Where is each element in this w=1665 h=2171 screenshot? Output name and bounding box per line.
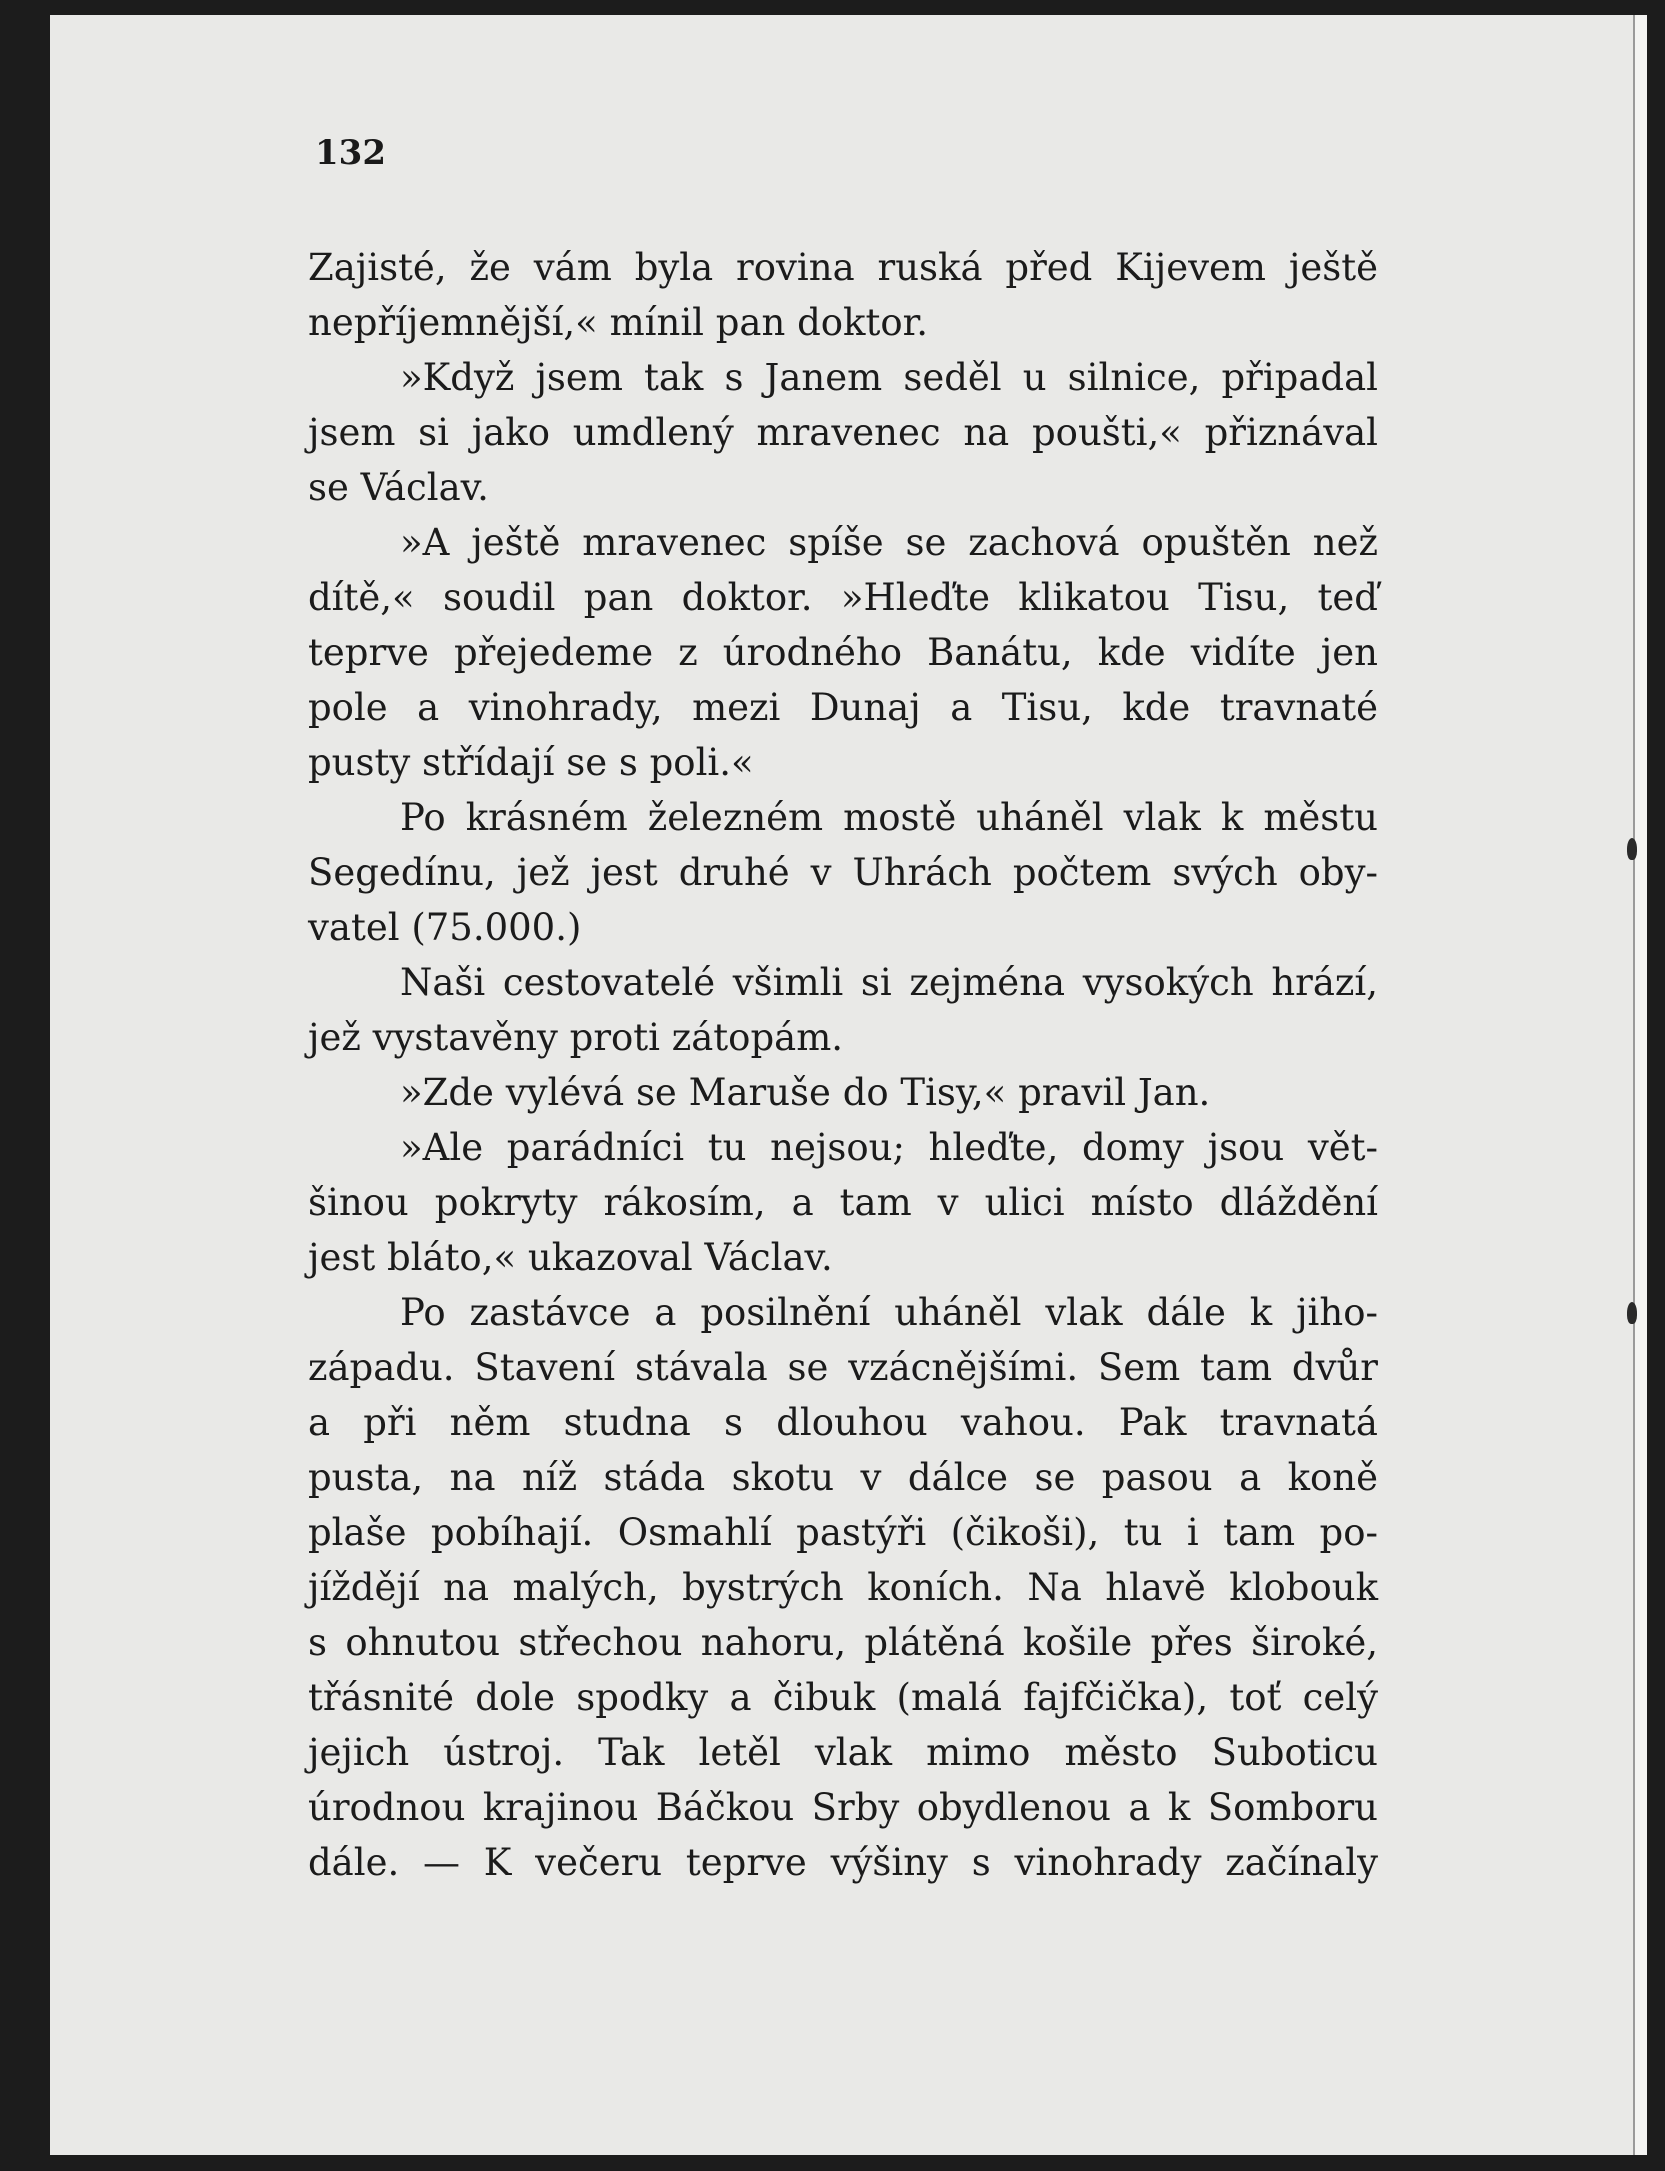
text-line: třásnité dole spodky a čibuk (malá fajfčička), toť celý [308, 1676, 1378, 1719]
text-line: »A ještě mravenec spíše se zachová opuštěn než [400, 521, 1378, 564]
text-line: Zajisté, že vám byla rovina ruská před Kijevem ještě [308, 246, 1378, 289]
text-line: jejich ústroj. Tak letěl vlak mimo město Suboticu [308, 1731, 1378, 1774]
text-line: Segedínu, jež jest druhé v Uhrách počtem svých oby- [308, 851, 1378, 894]
text-line: dítě,« soudil pan doktor. »Hleďte klikatou Tisu, teď [308, 576, 1378, 619]
text-line: »Zde vylévá se Maruše do Tisy,« pravil Jan. [400, 1071, 1211, 1114]
margin-mark [1627, 838, 1637, 860]
text-line: pole a vinohrady, mezi Dunaj a Tisu, kde travnaté [308, 686, 1378, 729]
text-line: úrodnou krajinou Báčkou Srby obydlenou a k Somboru [308, 1786, 1378, 1829]
text-line: plaše pobíhají. Osmahlí pastýři (čikoši), tu i tam po- [308, 1511, 1378, 1554]
text-line: jsem si jako umdlený mravenec na poušti,« přiznával [308, 411, 1378, 454]
text-line: nepříjemnější,« mínil pan doktor. [308, 301, 928, 344]
text-line: Po krásném železném mostě uháněl vlak k městu [400, 796, 1378, 839]
margin-mark [1627, 1302, 1637, 1324]
text-line: šinou pokryty rákosím, a tam v ulici místo dláždění [308, 1181, 1378, 1224]
text-line: Naši cestovatelé všimli si zejména vysokých hrází, [400, 961, 1378, 1004]
text-line: Po zastávce a posilnění uháněl vlak dále k jiho- [400, 1291, 1378, 1334]
body-text [308, 240, 1378, 1890]
text-line: západu. Stavení stávala se vzácnějšími. Sem tam dvůr [308, 1346, 1378, 1389]
text-line: a při něm studna s dlouhou vahou. Pak travnatá [308, 1401, 1378, 1444]
text-line: teprve přejedeme z úrodného Banátu, kde vidíte jen [308, 631, 1378, 674]
page-number: 132 [315, 133, 386, 173]
text-line: pusty střídají se s poli.« [308, 741, 754, 784]
text-line: jež vystavěny proti zátopám. [308, 1016, 844, 1059]
text-line: jíždějí na malých, bystrých koních. Na hlavě klobouk [308, 1566, 1378, 1609]
text-line: jest bláto,« ukazoval Václav. [308, 1236, 833, 1279]
text-line: pusta, na níž stáda skotu v dálce se pasou a koně [308, 1456, 1378, 1499]
text-line: »Ale parádníci tu nejsou; hleďte, domy jsou vět- [400, 1126, 1378, 1169]
text-line: s ohnutou střechou nahoru, plátěná košile přes široké, [308, 1621, 1378, 1664]
text-line: »Když jsem tak s Janem seděl u silnice, připadal [400, 356, 1378, 399]
page-edge [1633, 15, 1647, 2155]
text-line: dále. — K večeru teprve výšiny s vinohrady začínaly [308, 1841, 1378, 1884]
text-line: se Václav. [308, 466, 489, 509]
text-line: vatel (75.000.) [308, 906, 582, 949]
